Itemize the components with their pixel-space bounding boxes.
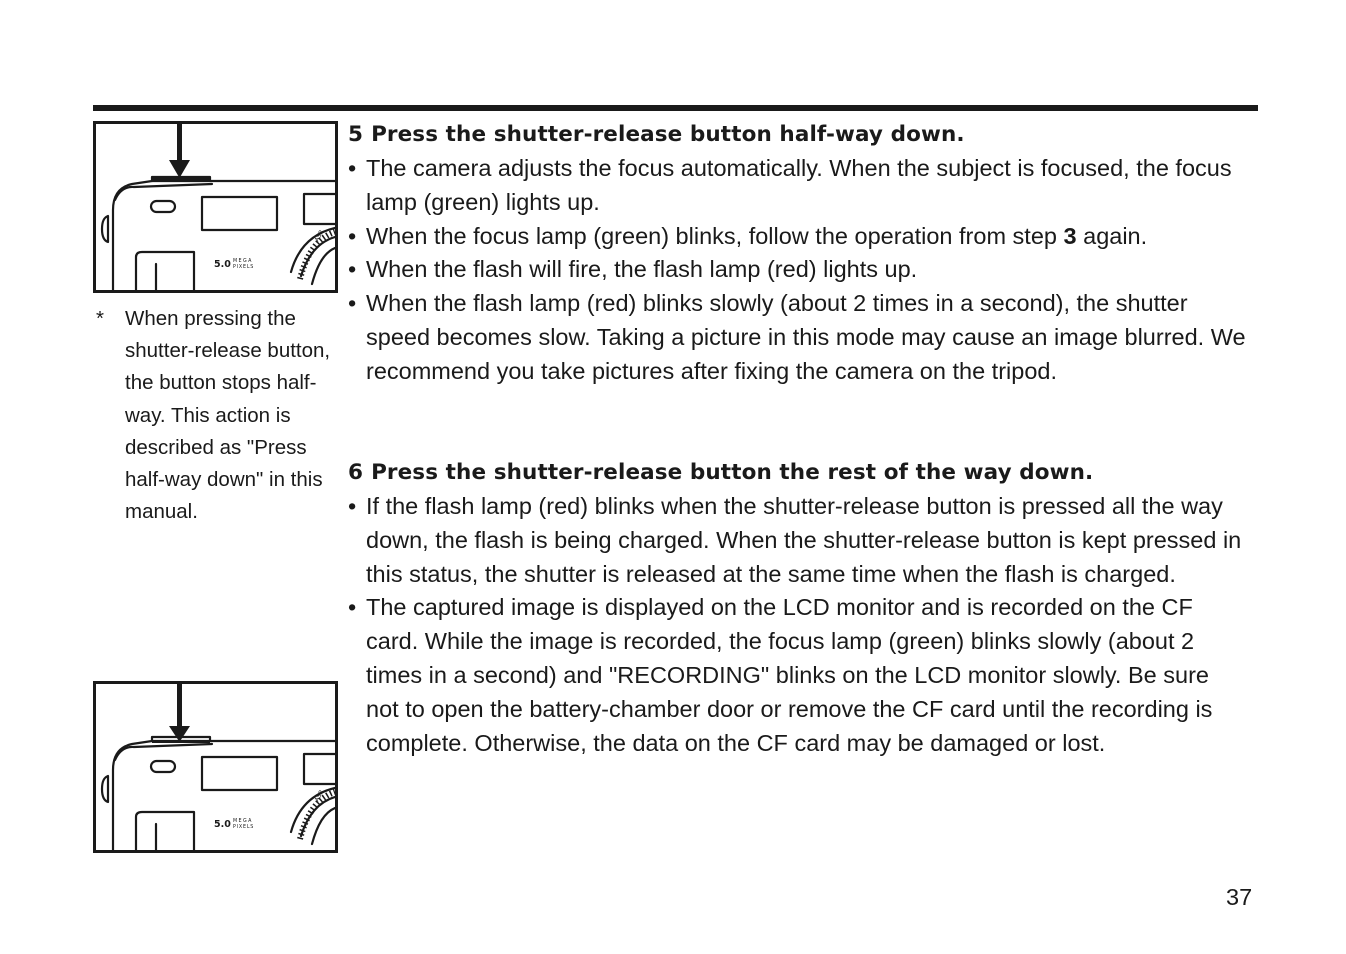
lens-label: ASP (313, 789, 326, 803)
step-title: Press the shutter-release button half-way down. (371, 122, 965, 147)
step-number: 5 (348, 122, 364, 147)
megapixel-badge-line1: MEGA (233, 819, 253, 824)
side-note (96, 303, 336, 528)
bullet-symbol: • (348, 594, 357, 621)
step-5-bullet-list (348, 152, 1248, 389)
list-item (348, 287, 1248, 388)
top-rule (93, 105, 1258, 111)
bullet-text: If the flash lamp (red) blinks when the shutter-release button is pressed all the way down, the flash is being charged. When the shutter-release button is kept pressed in this status, the shutter is released at the same time when the flash is charged. (366, 493, 1242, 587)
bullet-text: When the flash will fire, the flash lamp (red) lights up. (366, 256, 918, 283)
page-number: 37 (1226, 884, 1253, 910)
bullet-symbol: • (348, 256, 357, 283)
bullet-text: The camera adjusts the focus automatically. When the subject is focused, the focus lamp (green) lights up. (366, 155, 1232, 215)
megapixel-badge-line2: PIXELS (233, 825, 255, 830)
step-6-heading (348, 458, 1093, 488)
step-5-heading (348, 120, 965, 150)
list-item (348, 490, 1248, 591)
list-item (348, 253, 1248, 287)
list-item (348, 591, 1248, 760)
bullet-symbol: • (348, 155, 357, 181)
step-6-bullet-list (348, 490, 1248, 760)
side-note-text: When pressing the shutter-release button, the button stops half-way. This action is described as "Press half-way down" in this manual. (125, 307, 331, 524)
megapixel-badge-line1: MEGA (233, 259, 253, 264)
megapixel-badge-line2: PIXELS (233, 265, 255, 270)
bullet-symbol: • (348, 290, 357, 317)
bullet-symbol: • (348, 493, 357, 519)
camera-drawing (96, 684, 335, 850)
camera-illustration-bottom (93, 681, 338, 853)
list-item (348, 220, 1248, 254)
step-reference: 3 (1063, 222, 1077, 249)
side-note-marker: * (96, 307, 104, 330)
bullet-text: When the focus lamp (green) blinks, follow the operation from step 3 again. (366, 222, 1148, 249)
megapixel-badge-number: 5.0 (214, 259, 231, 270)
step-title: Press the shutter-release button the rest of the way down. (371, 460, 1094, 485)
list-item (348, 152, 1248, 220)
camera-drawing (96, 124, 335, 290)
step-number: 6 (348, 460, 364, 485)
bullet-symbol: • (348, 222, 357, 249)
lens-label: ASP (313, 229, 326, 243)
megapixel-badge-number: 5.0 (214, 819, 231, 830)
camera-illustration-top (93, 121, 338, 293)
bullet-text: When the flash lamp (red) blinks slowly (about 2 times in a second), the shutter speed becomes slow. Taking a picture in this mode may cause an image blurred. We recommend you take pictures after fixing the camera on the tripod. (366, 290, 1246, 384)
bullet-text: The captured image is displayed on the LCD monitor and is recorded on the CF card. While the image is recorded, the focus lamp (green) blinks slowly (about 2 times in a second) and "RECORDING" blinks on the LCD monitor slowly. Be sure not to open the battery-chamber door or remove the CF card until the recording is complete. Otherwise, the data on the CF card may be damaged or lost. (366, 594, 1213, 756)
